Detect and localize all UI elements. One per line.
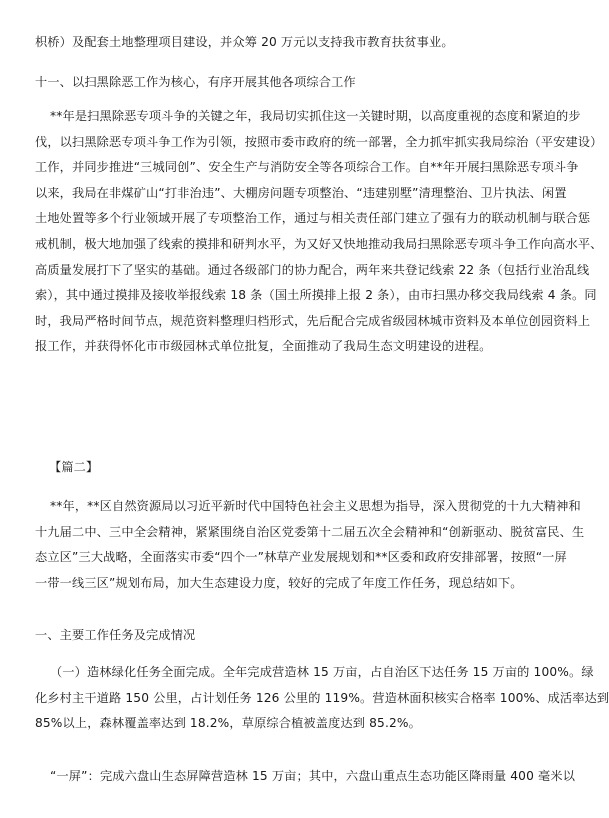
text-line: 索），其中通过摸排及接收举报线索 18 条（国土所摸排上报 2 条），由市扫黑办移交我局线索 4 条。同: [35, 288, 597, 303]
text-line: 土地处置等多个行业领域开展了专项整治工作，通过与相关责任部门建立了强有力的联动机制与联合惩: [35, 211, 591, 226]
text-line: 十九届二中、三中全会精神，紧紧围绕自治区党委第十二届五次全会精神和“创新驱动、脱贫富民、生: [35, 524, 585, 539]
text-line: 高质量发展打下了坚实的基础。通过各级部门的协力配合，两年来共登记线索 22 条（包括行业治乱线: [35, 262, 590, 277]
text-line: 85%以上，森林覆盖率达到 18.2%，草原综合植被盖度达到 85.2%。: [35, 716, 421, 731]
text-line: 报工作，并获得怀化市市级园林式单位批复，全面推动了我局生态文明建设的进程。: [35, 339, 492, 354]
paragraph-one-screen: [0, 764, 578, 790]
text-line: 伐，以扫黑除恶专项斗争工作为引领，按照市委市政府的统一部署，全力抓牢抓实我局综治（平安建设）: [35, 134, 603, 149]
text-line: 戒机制，极大地加强了线索的摸排和研判水平，为又好又快地推动我局扫黑除恶专项斗争工作向高水平、: [35, 236, 603, 251]
paragraph-intro: [0, 494, 585, 596]
paragraph-anti-crime: [0, 104, 603, 360]
text-line: 工作，并同步推进“三城同创”、安全生产与消防安全等各项综合工作。自**年开展扫黑除恶专项斗争: [35, 160, 579, 175]
section-heading-one: [0, 623, 578, 649]
section-label: [0, 455, 578, 481]
text-line: 一带一线三区”规划布局，加大生态建设力度，较好的完成了年度工作任务，现总结如下。: [35, 575, 523, 590]
text-line: 以来，我局在非煤矿山“打非治违”、大棚房问题专项整治、“违建别墅”清理整治、卫片执法、闲置: [35, 185, 567, 200]
text-line: （一）造林绿化任务全面完成。全年完成营造林 15 万亩，占自治区下达任务 15 万亩的 100%。绿: [50, 665, 594, 679]
section-label-text: 【篇二】: [49, 460, 99, 474]
text-line: **年，**区自然资源局以习近平新时代中国特色社会主义思想为指导，深入贯彻党的十九大精神和: [50, 499, 581, 513]
text-line: 时，我局严格时间节点，规范资料整理归档形式，先后配合完成省级园林城市资料及本单位创园资料上: [35, 313, 591, 328]
text-line: **年是扫黑除恶专项斗争的关键之年，我局切实抓住这一关键时期，以高度重视的态度和紧迫的步: [50, 109, 581, 123]
text-line: 态立区”三大战略，全面落实市委“四个一”林草产业发展规划和**区委和政府安排部署，按照“一屏: [35, 550, 567, 565]
heading-text: 一、主要工作任务及完成情况: [35, 628, 196, 642]
text-line: “一屏”：完成六盘山生态屏障营造林 15 万亩；其中，六盘山重点生态功能区降雨量 400 毫米以: [50, 769, 576, 783]
text-line: 枳桥）及配套土地整理项目建设，并众筹 20 万元以支持我市教育扶贫事业。: [35, 35, 454, 49]
text-line: 化乡村主干道路 150 公里，占计划任务 126 公里的 119%。营造林面积核实合格率 100%、成活率达到: [35, 690, 609, 705]
heading-text: 十一、以扫黑除恶工作为核心，有序开展其他各项综合工作: [35, 75, 356, 89]
paragraph-afforestation: [0, 660, 609, 737]
section-heading-eleven: [0, 70, 578, 96]
paragraph-continuation: [0, 30, 578, 56]
